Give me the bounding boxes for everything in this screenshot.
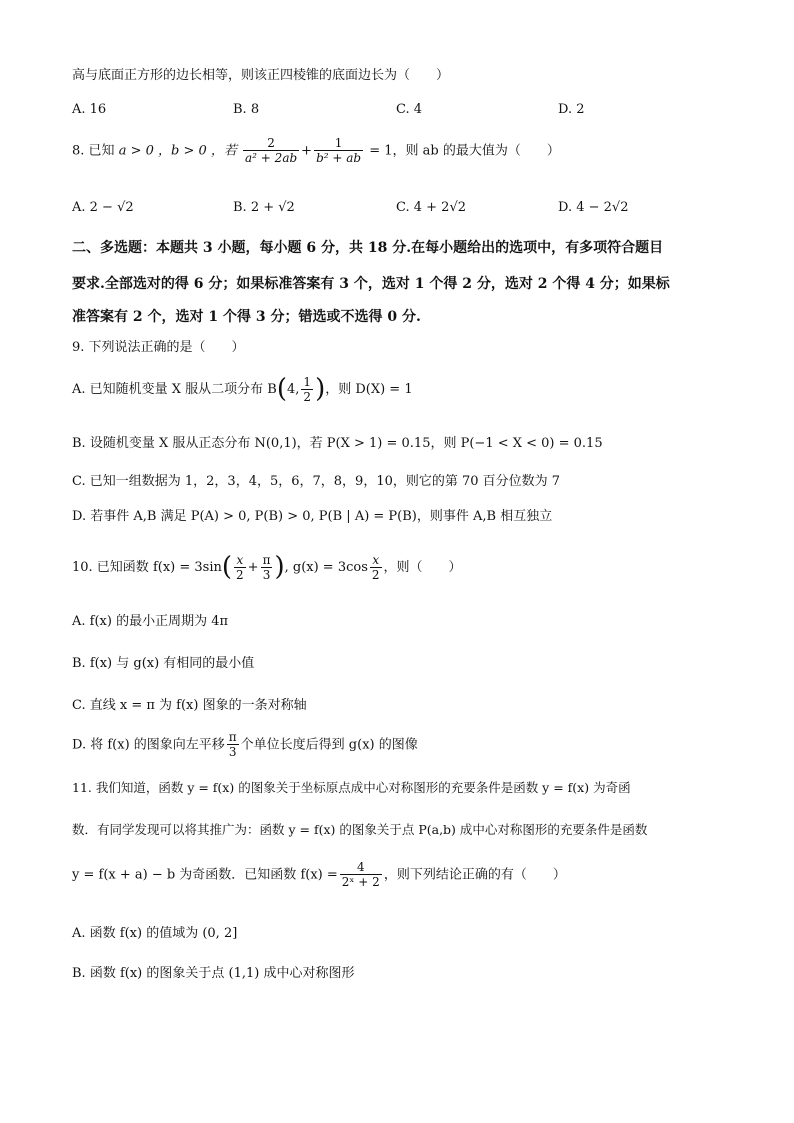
section2-line-2: 要求.全部选对的得 6 分；如果标准答案有 3 个，选对 1 个得 2 分，选对 2 个得 4 分；如果标 [72, 276, 670, 292]
q7-option-b[interactable]: B. 8 [233, 102, 260, 117]
q8-f2-denominator: b² + ab [316, 151, 362, 166]
q10-fraction-1 [234, 553, 246, 583]
q10-d-text: D. 将 f(x) 的图象向左平移 [72, 737, 225, 753]
q8-stem [72, 136, 560, 166]
q9-a-param: 4, [287, 382, 300, 398]
q10-f3-denominator: 2 [371, 568, 380, 583]
q8-f1-denominator: a² + 2ab [245, 151, 298, 166]
q10-d-denominator: 3 [228, 745, 237, 760]
q10-d-result: 个单位长度后得到 g(x) 的图像 [240, 737, 418, 753]
q11-option-a[interactable]: A. 函数 f(x) 的值域为 (0, 2] [72, 926, 238, 941]
q11-numerator: 4 [340, 860, 382, 875]
q8-number: 8. 已知 [72, 143, 115, 159]
q9-a-fraction [301, 375, 313, 405]
q11-line-3 [72, 860, 566, 890]
q11-line-2: 数．有同学发现可以将其推广为：函数 y = f(x) 的图象关于点 P(a,b) 成中心对称图形的充要条件是函数 [72, 822, 648, 837]
section2-line-3: 准答案有 2 个，选对 1 个得 3 分；错选或不选得 0 分. [72, 309, 421, 325]
q9-a-denominator: 2 [303, 390, 312, 405]
q8-fraction-1 [243, 136, 299, 166]
q9-option-a[interactable]: A. 已知随机变量 X 服从二项分布 B(4, $\frac{1}{2}$ )，则 D(X) = 1 [72, 374, 413, 405]
q9-a-result: ，则 D(X) = 1 [325, 382, 413, 398]
q10-d-numerator: π [228, 730, 237, 744]
q10-question: ，则（ ） [383, 560, 462, 576]
q10-option-a[interactable]: A. f(x) 的最小正周期为 4π [72, 614, 229, 629]
q9-option-b[interactable]: B. 设随机变量 X 服从正态分布 N(0,1)，若 P(X > 1) = 0.15，则 P(−1 < X < 0) = 0.15 [72, 436, 603, 451]
q10-d-fraction [227, 730, 239, 760]
q11-question: ，则下列结论正确的有（ ） [383, 867, 566, 883]
q11-denominator: 2ˣ + 2 [341, 875, 380, 890]
q7-option-a[interactable]: A. 16 [72, 102, 107, 117]
q11-option-b[interactable]: B. 函数 f(x) 的图象关于点 (1,1) 成中心对称图形 [72, 966, 355, 981]
q8-option-d[interactable]: D. 4 − 2√2 [558, 200, 629, 215]
q10-f1-denominator: 2 [236, 568, 244, 583]
q11-line-1: 11. 我们知道，函数 y = f(x) 的图象关于坐标原点成中心对称图形的充要条件是函数 y = f(x) 为奇函 [72, 780, 631, 795]
q7-option-d[interactable]: D. 2 [558, 102, 585, 117]
q10-option-d[interactable] [72, 730, 418, 760]
q9-stem: 9. 下列说法正确的是（ ） [72, 340, 245, 355]
q9-option-c[interactable]: C. 已知一组数据为 1，2，3，4，5，6，7，8，9，10，则它的第 70 百分位数为 7 [72, 474, 561, 489]
q10-f1-numerator: x [234, 553, 246, 568]
q9-a-text: A. 已知随机变量 X 服从二项分布 B [72, 382, 277, 398]
q8-question: ，则 ab 的最大值为（ ） [392, 143, 560, 159]
q8-fraction-2 [314, 136, 363, 166]
q9-a-numerator: 1 [303, 374, 312, 389]
q8-option-c[interactable]: C. 4 + 2√2 [396, 200, 467, 215]
q8-equals: = 1 [369, 143, 393, 159]
q8-plus: + [301, 143, 313, 159]
q8-f2-numerator: 1 [314, 136, 363, 151]
q8-f1-numerator: 2 [243, 136, 299, 151]
q10-option-c[interactable]: C. 直线 x = π 为 f(x) 图象的一条对称轴 [72, 698, 307, 713]
q10-option-b[interactable]: B. f(x) 与 g(x) 有相同的最小值 [72, 656, 255, 671]
q10-number: 10. 已知函数 f(x) = 3sin [72, 560, 222, 576]
q7-continuation: 高与底面正方形的边长相等，则该正四棱锥的底面边长为（ ） [72, 68, 450, 83]
q11-fraction [340, 860, 382, 890]
section2-line-1: 二、多选题：本题共 3 小题，每小题 6 分，共 18 分.在每小题给出的选项中，有多项符合题目 [72, 240, 664, 256]
q10-fraction-3 [370, 553, 382, 583]
q10-fraction-2 [261, 553, 273, 583]
q9-option-d[interactable]: D. 若事件 A,B 满足 P(A) > 0, P(B) > 0, P(B | A) = P(B)，则事件 A,B 相互独立 [72, 509, 553, 524]
q10-stem: 10. 已知函数 f(x) = 3sin( $\frac{x}{2}$ + $\frac{\pi}{3}$ ), g(x) = 3cos $\frac{x}{2}$ ，则（ ） [72, 552, 462, 583]
q8-option-a[interactable]: A. 2 − √2 [72, 200, 134, 215]
q7-option-c[interactable]: C. 4 [396, 102, 423, 117]
q10-f2-denominator: 3 [262, 568, 271, 583]
q8-condition: a > 0 ，b > 0 ，若 [118, 143, 237, 159]
q10-g-def: , g(x) = 3cos [284, 560, 368, 576]
q10-f3-numerator: x [370, 553, 382, 568]
q8-option-b[interactable]: B. 2 + √2 [233, 200, 295, 215]
q10-plus: + [247, 560, 259, 576]
q11-func-def: y = f(x + a) − b 为奇函数．已知函数 f(x) = [72, 867, 338, 883]
q10-f2-numerator: π [262, 552, 271, 567]
